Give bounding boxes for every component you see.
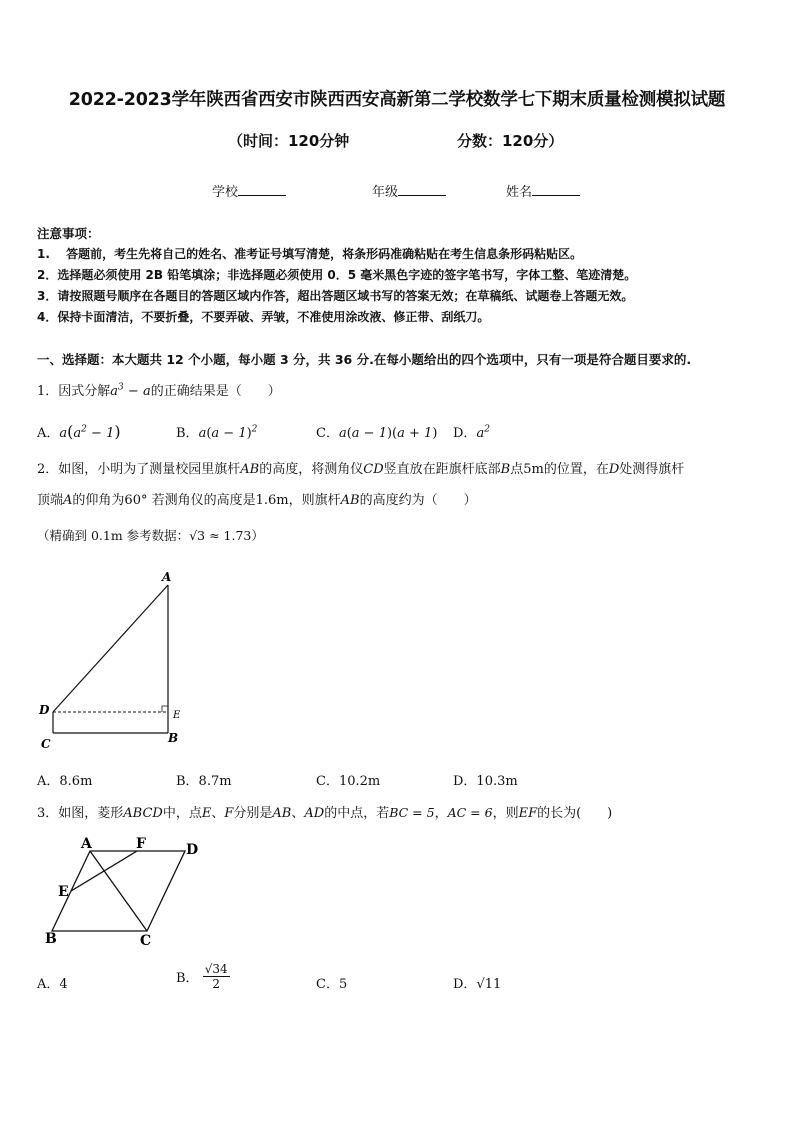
exam-score: 分数：120分） <box>457 132 564 150</box>
q2-label-b: B <box>168 731 179 745</box>
q2-option-c[interactable]: C．10.2m <box>316 774 381 789</box>
question-2-note <box>37 526 264 544</box>
q2-t1: 2．如图，小明为了测量校园里旗杆 <box>37 462 241 477</box>
q3-label-d: D <box>186 842 199 858</box>
q3-label-f: F <box>136 836 146 852</box>
q3-option-b[interactable] <box>176 962 230 991</box>
q3-label-b: B <box>45 931 57 947</box>
note-item-2: 2．选择题必须使用 2B 铅笔填涂；非选择题必须使用 0．5 毫米黑色字迹的签字笔书写，字体工整、笔迹清楚。 <box>37 268 637 282</box>
name-field <box>506 181 580 200</box>
q3-t2: 中，点 <box>162 806 202 821</box>
note-item-1: 1. 答题前，考生先将自己的姓名、准考证号填写清楚，将条形码准确粘贴在考生信息条形码粘贴区。 <box>37 247 583 261</box>
q3-ad: AD <box>304 806 325 821</box>
q2-option-a[interactable]: A．8.6m <box>37 774 93 789</box>
q2-t3: 竖直放在距旗杆底部 <box>383 462 501 477</box>
q1-option-a-expr: $a(a^2 - 1)$ <box>59 422 121 441</box>
page-title: 2022-2023学年陕西省西安市陕西西安高新第二学校数学七下期末质量检测模拟试题 <box>68 90 726 110</box>
name-blank[interactable] <box>532 183 580 196</box>
q3-option-d[interactable] <box>453 973 501 992</box>
q1-text-b: 的正确结果是（ ） <box>150 384 281 399</box>
q1-option-a[interactable] <box>37 422 121 441</box>
q3-t6: 的中点，若 <box>324 806 390 821</box>
q1-option-d-label: D． <box>453 426 477 441</box>
q3-ac: AC = 6 <box>447 805 493 820</box>
q2-cd: CD <box>363 462 384 477</box>
q2-5m: 5m <box>523 462 544 477</box>
question-2-line-1 <box>37 458 684 477</box>
q1-option-b-label: B． <box>176 426 199 441</box>
q3-t1: 3．如图，菱形 <box>37 806 124 821</box>
q3-label-e: E <box>58 884 69 900</box>
q2-ab: AB <box>240 462 260 477</box>
school-label: 学校 <box>212 185 239 200</box>
q3-option-a[interactable]: A．4 <box>37 977 68 992</box>
notes-title: 注意事项： <box>37 226 100 241</box>
q3-option-b-fraction <box>203 962 230 991</box>
q2-line-da <box>53 585 168 712</box>
q2-t8: 的仰角为 <box>72 493 125 508</box>
q2-note-a: （精确到 0.1m 参考数据： <box>37 528 190 543</box>
q2-ab-2: AB <box>340 493 360 508</box>
note-item-4: 4．保持卡面清洁，不要折叠，不要弄破、弄皱，不准使用涂改液、修正带、刮纸刀。 <box>37 310 490 324</box>
q3-figure <box>40 833 210 948</box>
question-2-line-2 <box>37 489 477 508</box>
school-field <box>212 181 286 200</box>
q3-ab: AB <box>272 806 292 821</box>
q2-height: 1.6m <box>255 493 289 508</box>
q2-t5: 的位置，在 <box>543 462 609 477</box>
q3-e: E <box>201 806 212 821</box>
q2-t2: 的高度，将测角仪 <box>259 462 364 477</box>
q1-option-b[interactable] <box>176 422 257 441</box>
q2-a: A <box>63 493 73 508</box>
q3-t7: ， <box>434 806 448 821</box>
q3-t8: ，则 <box>492 806 519 821</box>
q1-option-d[interactable] <box>453 422 490 441</box>
q3-option-d-label: D． <box>453 977 477 992</box>
q1-option-a-label: A． <box>37 426 60 441</box>
q1-option-d-expr: $a^2$ <box>476 424 490 441</box>
q2-figure <box>30 565 200 755</box>
q1-option-c[interactable] <box>316 422 437 441</box>
q2-note-c: ） <box>251 528 264 543</box>
exam-time: （时间：120分钟 <box>228 132 350 150</box>
q3-t4: 分别是 <box>233 806 273 821</box>
grade-blank[interactable] <box>398 183 446 196</box>
q3-option-c[interactable]: C．5 <box>316 977 348 992</box>
q1-option-c-label: C． <box>316 426 339 441</box>
q2-t4: 点 <box>510 462 524 477</box>
q2-right-angle <box>162 706 168 712</box>
q2-t10: ，则旗杆 <box>288 493 341 508</box>
q3-abcd: ABCD <box>123 806 163 821</box>
q1-option-c-expr: a(a − 1)(a + 1) <box>338 426 438 441</box>
question-3-stem <box>37 802 612 821</box>
q2-label-a: A <box>162 570 172 584</box>
q3-option-b-numerator: √34 <box>204 962 228 976</box>
q2-d: D <box>608 462 620 477</box>
q2-label-c: C <box>41 737 51 751</box>
q1-option-b-expr: $a(a - 1)^2$ <box>198 424 258 441</box>
q2-t9: 若测角仪的高度是 <box>147 493 256 508</box>
q3-option-d-value: √11 <box>476 977 502 992</box>
q2-t6: 处测得旗杆 <box>619 462 685 477</box>
school-blank[interactable] <box>238 183 286 196</box>
q2-t7: 顶端 <box>37 493 64 508</box>
q2-option-d[interactable]: D．10.3m <box>453 774 518 789</box>
q3-label-a: A <box>81 836 92 852</box>
grade-label: 年级 <box>372 185 399 200</box>
q2-note-sqrt: √3 ≈ 1.73 <box>189 528 252 543</box>
q2-t11: 的高度约为（ ） <box>359 493 477 508</box>
grade-field <box>372 181 446 200</box>
q3-bc: BC = 5 <box>389 805 435 820</box>
q1-expression: $a^3 - a$ <box>110 382 151 399</box>
q3-diagonal-ac <box>90 851 147 931</box>
q3-option-b-label: B． <box>176 971 199 986</box>
q2-angle: 60° <box>124 493 148 508</box>
q3-f: F <box>224 806 234 821</box>
q3-option-b-denominator: 2 <box>212 977 220 991</box>
section-heading: 一、选择题：本大题共 12 个小题，每小题 3 分，共 36 分.在每小题给出的四个选项中，只有一项是符合题目要求的. <box>37 352 692 367</box>
q3-ef: EF <box>518 806 538 821</box>
note-item-3: 3．请按照题号顺序在各题目的答题区域内作答，超出答题区域书写的答案无效；在草稿纸、试题卷上答题无效。 <box>37 289 634 303</box>
q2-label-d: D <box>39 703 50 717</box>
q2-option-b[interactable]: B．8.7m <box>176 774 232 789</box>
name-label: 姓名 <box>506 185 533 200</box>
q3-t9: 的长为( ) <box>537 806 613 821</box>
q1-text-a: 1．因式分解 <box>37 384 111 399</box>
q2-label-e: E <box>173 710 181 721</box>
q3-label-c: C <box>140 933 152 948</box>
q3-t3: 、 <box>211 806 225 821</box>
q2-b: B <box>500 462 511 477</box>
question-1-stem <box>37 380 281 399</box>
q3-t5: 、 <box>291 806 305 821</box>
